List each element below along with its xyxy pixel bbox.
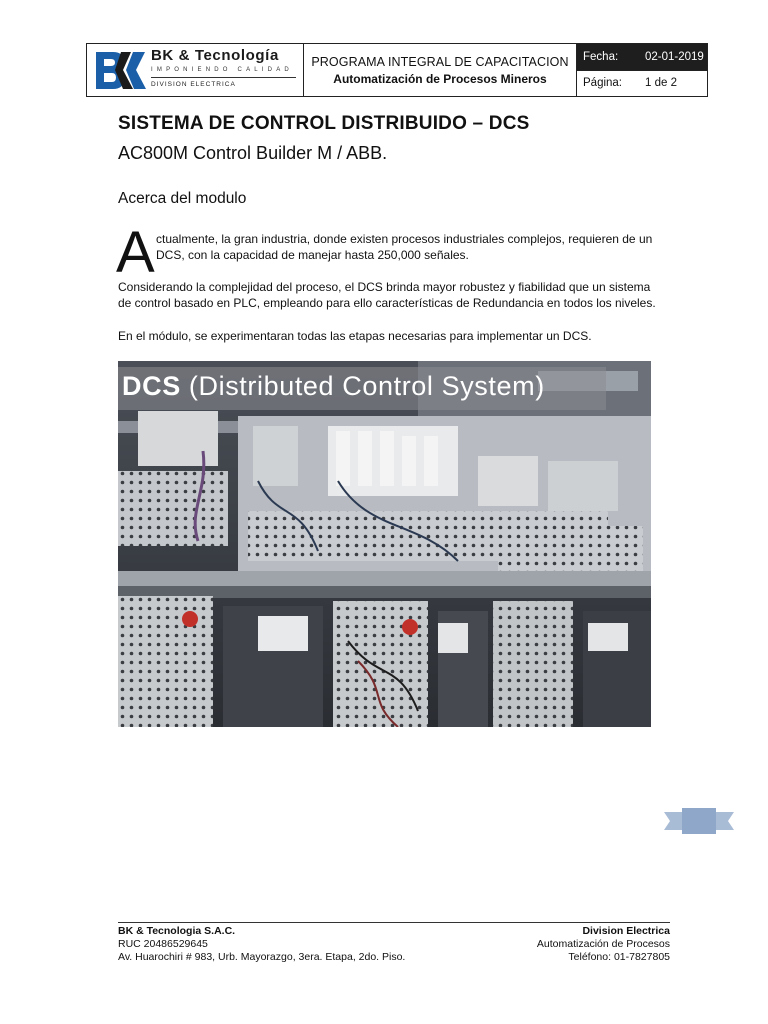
page-row — [577, 70, 707, 97]
document-title: SISTEMA DE CONTROL DISTRIBUIDO – DCS — [118, 113, 530, 134]
page-value: 1 de 2 — [645, 77, 677, 90]
footer-address: Av. Huarochiri # 983, Urb. Mayorazgo, 3era. Etapa, 2do. Piso. — [118, 951, 406, 963]
bk-logo-icon — [93, 48, 147, 93]
date-row — [577, 44, 707, 70]
document-meta — [577, 44, 707, 96]
footer-department: Automatización de Procesos — [536, 938, 670, 950]
section-heading: Acerca del modulo — [118, 190, 247, 207]
company-name: BK & Tecnología — [151, 47, 279, 64]
date-label: Fecha: — [583, 50, 619, 63]
date-value: 02-01-2019 — [645, 50, 704, 63]
drop-cap: A — [116, 220, 155, 285]
paragraph-1 — [156, 231, 656, 263]
paragraph-2: Considerando la complejidad del proceso, el DCS brinda mayor robustez y fiabilidad que un sistema de control basado en PLC, empleando para ello características de Redundancia en todos los niveles. — [118, 280, 656, 310]
company-logo — [87, 44, 304, 96]
footer-company: BK & Tecnologia S.A.C. — [118, 925, 236, 937]
company-tagline: IMPONIENDO CALIDAD — [151, 67, 293, 73]
page-label: Página: — [583, 77, 623, 90]
photo-title — [122, 371, 545, 402]
photo-title-rest: (Distributed Control System) — [180, 371, 545, 401]
document-header — [86, 43, 708, 97]
company-division: DIVISION ELECTRICA — [151, 81, 236, 88]
paragraph-3: En el módulo, se experimentaran todas las etapas necesarias para implementar un DCS. — [118, 329, 592, 343]
footer-ruc: RUC 20486529645 — [118, 938, 208, 950]
logo-divider — [151, 77, 296, 78]
paragraph-1-line-2: DCS, con la capacidad de manejar hasta 250,000 señales. — [156, 248, 469, 262]
program-title-cell — [304, 44, 577, 96]
dcs-panel-photo — [118, 361, 651, 727]
paragraph-1-line-1: ctualmente, la gran industria, donde existen procesos industriales complejos, requieren de un — [156, 232, 653, 246]
photo-title-bold: DCS — [122, 371, 181, 401]
footer-divider — [118, 922, 670, 923]
document-subtitle: AC800M Control Builder M / ABB. — [118, 143, 388, 163]
panel-illustration — [118, 361, 651, 727]
footer-phone: Teléfono: 01-7827805 — [568, 951, 670, 963]
decorative-ribbon-icon — [664, 808, 734, 834]
footer-division: Division Electrica — [582, 925, 670, 937]
program-subtitle: Automatización de Procesos Mineros — [333, 71, 547, 86]
program-title: PROGRAMA INTEGRAL DE CAPACITACION — [311, 54, 569, 69]
